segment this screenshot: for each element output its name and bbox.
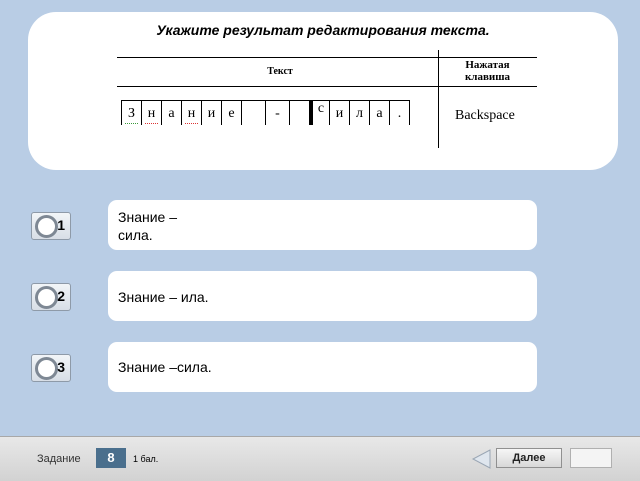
answer-option-2[interactable] (108, 271, 537, 321)
points-label: 1 бал. (133, 454, 159, 464)
option-number: 2 (57, 288, 65, 304)
text-cell: а (162, 101, 182, 125)
option-text (118, 288, 209, 306)
question-card (28, 12, 618, 170)
next-button[interactable]: Далее (496, 448, 562, 468)
text-cell: - (266, 101, 290, 125)
option-text (118, 358, 212, 376)
text-cell (242, 101, 266, 125)
text-header: Текст (267, 66, 293, 77)
option-line: Знание – (118, 209, 177, 225)
key-value: Backspace (455, 108, 515, 123)
text-cell: е (222, 101, 242, 125)
text-cells (121, 100, 410, 125)
text-cell: и (202, 101, 222, 125)
key-header-line2: клавиша (464, 71, 511, 83)
answer-option-1[interactable] (108, 200, 537, 250)
triangle-left-icon[interactable] (470, 449, 492, 469)
text-cell: а (370, 101, 390, 125)
text-cell (290, 101, 310, 125)
blank-box (570, 448, 612, 468)
radio-circle-icon (35, 215, 58, 238)
task-number: 8 (96, 448, 126, 468)
option-text (118, 208, 177, 244)
option-number: 3 (57, 359, 65, 375)
radio-button-3[interactable] (31, 354, 71, 382)
text-cell: З (122, 101, 142, 125)
text-cell: и (330, 101, 350, 125)
key-header-line1: Нажатая (465, 59, 510, 71)
footer-bar (0, 436, 640, 481)
task-label: Задание (37, 453, 81, 465)
table-top-line (117, 57, 537, 58)
text-cell: н (182, 101, 202, 125)
question-title: Укажите результат редактирования текста. (156, 22, 490, 38)
table-header-line (117, 86, 537, 87)
radio-button-2[interactable] (31, 283, 71, 311)
text-cell: . (390, 101, 410, 125)
answer-option-3[interactable] (108, 342, 537, 392)
table-divider (438, 50, 439, 148)
option-line: Знание –сила. (118, 359, 212, 375)
text-cell: л (350, 101, 370, 125)
text-cell: н (142, 101, 162, 125)
option-line: сила. (118, 227, 153, 243)
radio-button-1[interactable] (31, 212, 71, 240)
option-line: Знание – ила. (118, 289, 209, 305)
radio-circle-icon (35, 286, 58, 309)
radio-circle-icon (35, 357, 58, 380)
option-number: 1 (57, 217, 65, 233)
text-cell-cursor: с (310, 101, 330, 125)
